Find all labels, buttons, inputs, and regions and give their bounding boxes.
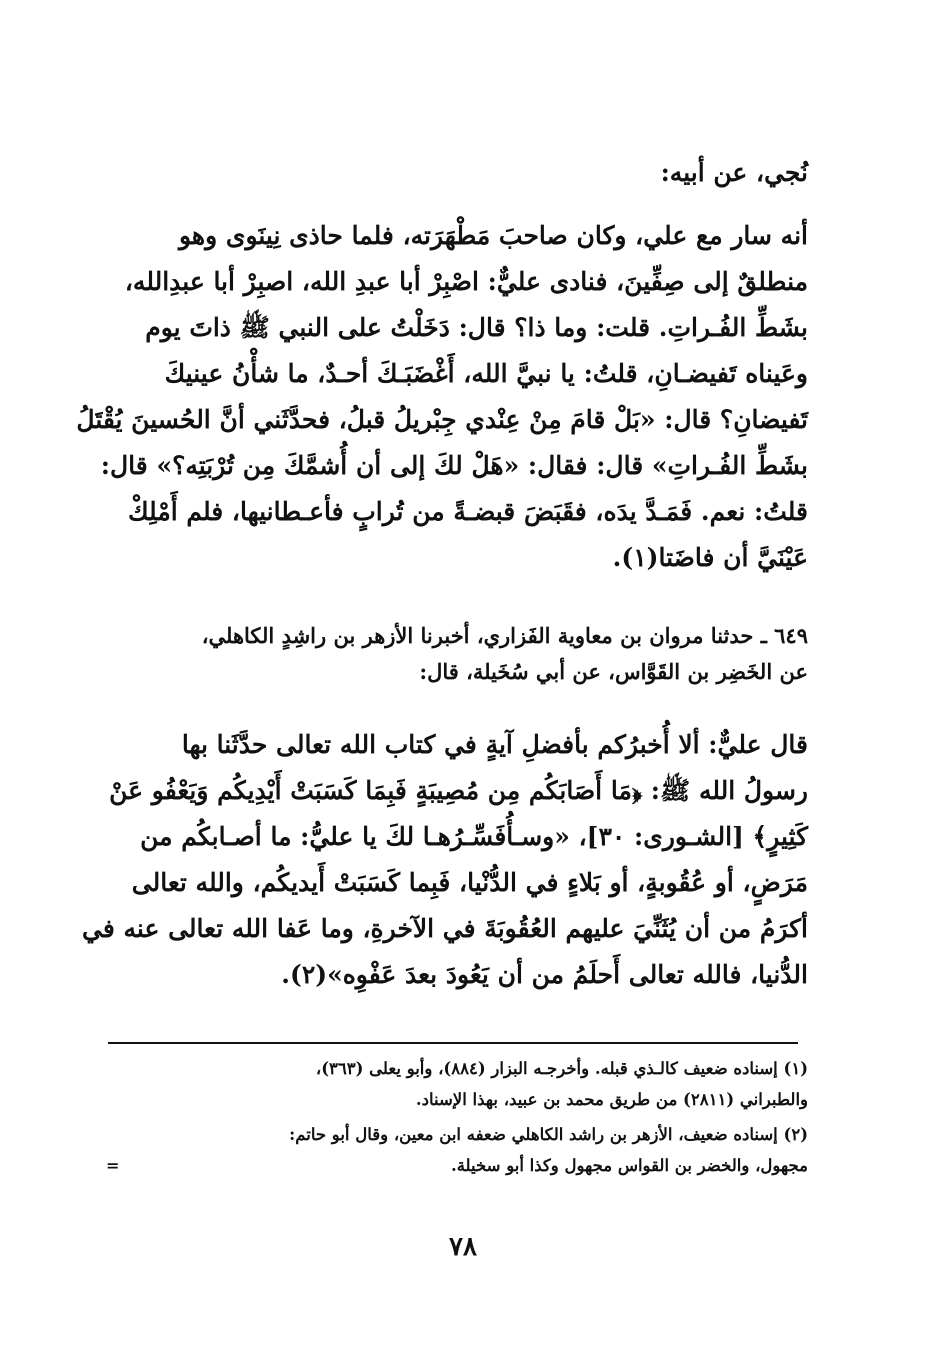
text-line: مَرَضٍ، أو عُقُوبةٍ، أو بَلاءٍ في الدُّنْيا، فَبِما كَسَبَتْ أَيديكُم، والله تعالى <box>131 868 808 897</box>
footnote-line-with-mark <box>106 1150 808 1181</box>
page-number: ٧٨ <box>449 1232 477 1262</box>
text-line: بشَطِّ الفُـراتِ. قلت: وما ذا؟ قال: دَخَلْتُ على النبي ﷺ ذاتَ يوم <box>145 313 808 342</box>
text-line: قلتُ: نعم. فَمَـدَّ يدَه، فقَبَضَ قبضـةً من تُرابٍ فأعـطانيها، فلم أَمْلِكْ <box>127 497 808 526</box>
text-line: أكرَمُ من أن يُثَنِّيَ عليهم العُقُوبَةَ في الآخرةِ، وما عَفا الله تعالى عنه في <box>82 914 808 943</box>
text-line: أنه سار مع علي، وكان صاحبَ مَطْهَرَته، فلما حاذى نِينَوى وهو <box>179 221 808 250</box>
footnote-line: (٢) إسناده ضعيف، الأزهر بن راشد الكاهلي ضعفه ابن معين، وقال أبو حاتم: <box>289 1125 808 1144</box>
footnote-1 <box>118 1053 808 1115</box>
text-line: كَثِيرٍ﴾ [الشـورى: ٣٠]، «وسـأُفَسِّـرُهـا لكَ يا عليُّ: ما أصـابكُم من <box>140 822 808 851</box>
text-line: بشَطِّ الفُـراتِ» قال: فقال: «هَلْ لكَ إلى أن أُشمَّكَ مِن تُرْبَتِه؟» قال: <box>100 451 808 480</box>
text-line: الدُّنيا، فالله تعالى أَحلَمُ من أن يَعُودَ بعدَ عَفْوِه»(٢). <box>281 960 808 989</box>
text-line: ٦٤٩ ـ حدثنا مروان بن معاوية الفَزاري، أخبرنا الأزهر بن راشِدٍ الكاهلي، <box>201 623 808 648</box>
footnotes <box>106 1053 808 1181</box>
narration-paragraph <box>76 213 808 581</box>
text-line: منطلقٌ إلى صِفِّينَ، فنادى عليٌّ: اصْبِرْ أبا عبدِ الله، اصبِرْ أبا عبدِالله، <box>124 267 808 296</box>
text-line: رسولُ الله ﷺ: ﴿مَا أَصَابَكُم مِن مُصِيبَةٍ فَبِمَا كَسَبَتْ أَيْدِيكُم وَيَعْفُو عَنْ <box>109 776 808 805</box>
text-line: قال عليٌّ: ألا أُخبرُكم بأفضلِ آيةٍ في كتاب الله تعالى حدَّثَنا بها <box>181 730 808 759</box>
footnote-line: (١) إسناده ضعيف كالـذي قبله. وأخرجـه البزار (٨٨٤)، وأبو يعلى (٣٦٣)، <box>315 1059 808 1078</box>
text-line: عَيْنَيَّ أن فاضَتا(١). <box>612 543 808 572</box>
text-line: نُجي، عن أبيه: <box>660 158 808 187</box>
footnote-2 <box>106 1119 808 1181</box>
hadith-chain <box>118 618 808 690</box>
footnote-line: والطبراني (٢٨١١) من طريق محمد بن عبيد، بهذا الإسناد. <box>415 1090 808 1109</box>
text-line: تَفيضانِ؟ قال: «بَلْ قامَ مِنْ عِنْدي جِبْريلُ قبلُ، فحدَّثَني أنَّ الحُسينَ يُقْتَلُ <box>76 405 808 434</box>
footnote-divider <box>108 1042 798 1044</box>
continuation-mark: = <box>106 1156 120 1175</box>
text-line: وعَيناه تَفيضـانِ، قلتُ: يا نبيَّ الله، أَغْضَبَـكَ أحـدٌ، ما شأْنُ عينيكَ <box>164 359 808 388</box>
hadith-text-paragraph <box>82 722 808 998</box>
footnote-line: مجهول، والخضر بن القواس مجهول وكذا أبو سخيلة. <box>450 1156 808 1175</box>
text-line: عن الخَضِر بن القَوَّاس، عن أبي سُخَيلة، قال: <box>419 659 808 684</box>
intro-line <box>118 150 808 196</box>
